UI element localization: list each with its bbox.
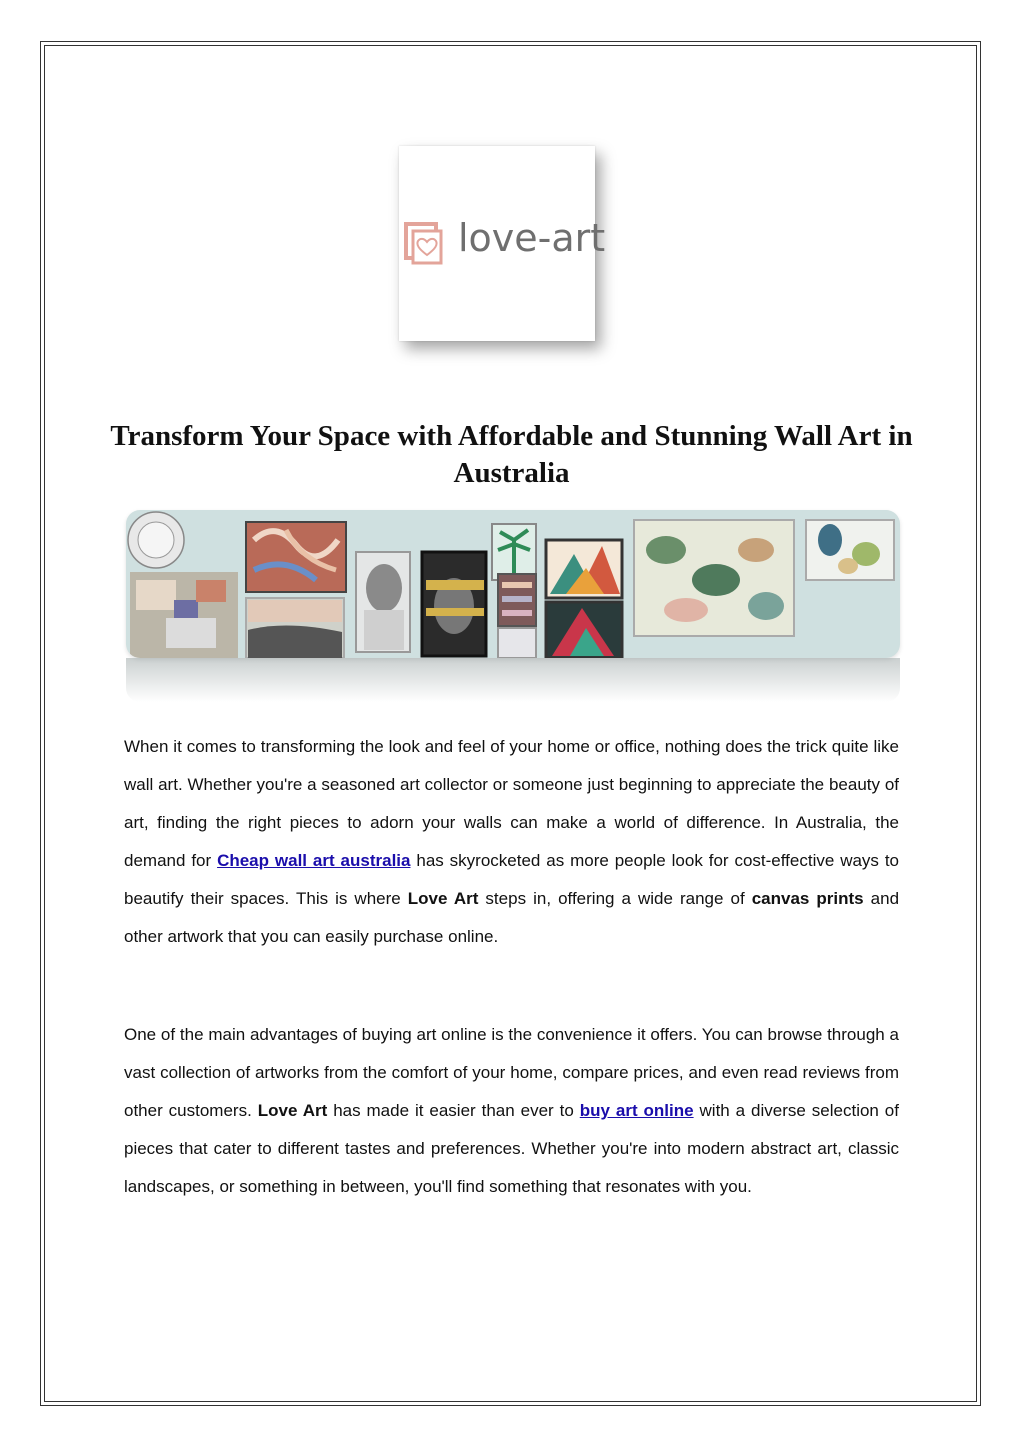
cheap-wall-art-link[interactable]: Cheap wall art australia (217, 851, 411, 870)
paragraph-1-text-4: and other artwork that you can easily purchase online. (124, 889, 900, 946)
paragraph-1-text-2: has skyrocketed as more people look for cost-effective ways to beautify their spaces. This is where (124, 851, 899, 908)
banner-reflection (126, 658, 900, 702)
paragraph-1-text-3: steps in, offering a wide range of (478, 889, 752, 908)
canvas-prints-bold: canvas prints (751, 889, 864, 908)
logo-text: love-art (458, 216, 606, 260)
page-title: Transform Your Space with Affordable and Stunning Wall Art in Australia (110, 420, 913, 489)
paragraph-1-text-1: When it comes to transforming the look and feel of your home or office, nothing does the trick quite like wall art. Whether you're a seasoned art collector or someone just beginning to appreciate the beauty of art, finding the right pieces to adorn your walls can make a world of difference. In Australia, the demand for (124, 737, 899, 870)
paragraph-2 (124, 1016, 899, 1206)
paragraph-2-text-3: with a diverse selection of pieces that cater to different tastes and preferences. Whether you're into modern abstract art, classic landscapes, or something in between, you'll find something that resonates with you. (124, 1101, 899, 1196)
art-banner-image (126, 510, 900, 658)
art-collage (126, 510, 900, 658)
buy-art-online-link[interactable]: buy art online (579, 1101, 694, 1120)
paragraph-1 (124, 728, 899, 956)
frame-heart-icon (404, 222, 444, 266)
paragraph-2-text-2: has made it easier than ever to (327, 1101, 580, 1120)
paragraph-2-text-1: One of the main advantages of buying art online is the convenience it offers. You can browse through a vast collection of artworks from the comfort of your home, compare prices, and even read reviews from other customers. (124, 1025, 899, 1120)
brand-name-bold: Love Art (407, 889, 479, 908)
brand-name-bold: Love Art (257, 1101, 328, 1120)
